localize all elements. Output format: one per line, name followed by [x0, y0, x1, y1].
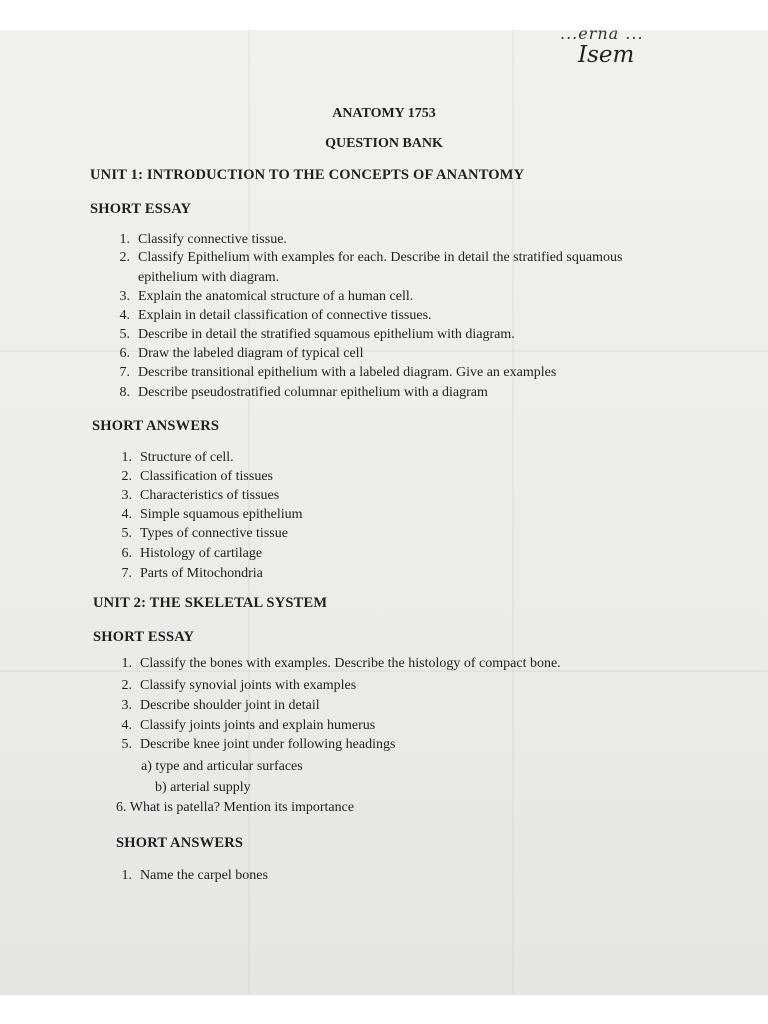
question-text: Name the carpel bones: [140, 868, 268, 883]
question-text: Histology of cartilage: [140, 546, 263, 561]
question-text: epithelium with diagram.: [138, 270, 280, 285]
answer-item: [110, 526, 288, 542]
question-item: [108, 385, 488, 401]
question-item: [108, 232, 287, 248]
unit2-short-essay-heading: SHORT ESSAY: [93, 629, 195, 645]
answer-item: [110, 546, 262, 562]
question-subitem: [155, 780, 251, 796]
question-text: b) arterial supply: [155, 780, 251, 795]
handwritten-semester-note: Isem: [578, 42, 635, 68]
question-subitem: [141, 759, 303, 775]
question-text: Classify the bones with examples. Describe the histology of compact bone.: [140, 656, 561, 671]
answer-item: [110, 566, 263, 582]
question-item: [108, 289, 413, 305]
question-text: What is patella? Mention its importance: [129, 800, 355, 815]
question-text: Characteristics of tissues: [140, 488, 280, 503]
question-text: Structure of cell.: [140, 450, 234, 465]
question-item: [110, 698, 320, 714]
question-text: Classify joints joints and explain humerus: [140, 718, 376, 733]
question-number: 2.: [121, 469, 132, 484]
question-number: 2.: [119, 250, 130, 265]
question-item: [108, 327, 515, 343]
question-text: Classify synovial joints with examples: [140, 678, 357, 693]
question-number: 1.: [121, 450, 132, 465]
question-number: 1.: [121, 656, 132, 671]
unit1-short-essay-heading: SHORT ESSAY: [90, 201, 192, 217]
question-item: [108, 365, 556, 381]
question-number: 6.: [119, 346, 130, 361]
question-number: 6.: [121, 546, 132, 561]
background-bottom: [0, 995, 768, 1024]
question-number: 5.: [121, 737, 132, 752]
answer-item: [110, 469, 273, 485]
question-number: 5.: [121, 526, 132, 541]
question-number: 3.: [121, 488, 132, 503]
question-number: 2.: [121, 678, 132, 693]
unit1-short-answers-heading: SHORT ANSWERS: [92, 418, 220, 434]
question-number: 6.: [116, 800, 127, 815]
question-text: a) type and articular surfaces: [141, 759, 303, 774]
question-text: Describe pseudostratified columnar epithelium with a diagram: [138, 385, 488, 400]
question-number: 8.: [119, 385, 130, 400]
document-subtitle: QUESTION BANK: [325, 136, 443, 151]
unit1-heading: UNIT 1: INTRODUCTION TO THE CONCEPTS OF ANANTOMY: [90, 167, 525, 183]
unit2-short-answers-heading: SHORT ANSWERS: [116, 835, 244, 851]
answer-item: [110, 868, 268, 884]
question-item: [110, 678, 356, 694]
question-item: [110, 656, 561, 672]
question-text: Describe knee joint under following headings: [140, 737, 396, 752]
question-text: Simple squamous epithelium: [140, 507, 303, 522]
question-item: [108, 308, 432, 324]
question-number: 3.: [121, 698, 132, 713]
question-number: 4.: [121, 718, 132, 733]
question-text: Types of connective tissue: [140, 526, 288, 541]
question-number: 1.: [119, 232, 130, 247]
question-item: [110, 718, 375, 734]
handwritten-scribble: ...erna ...: [560, 30, 644, 43]
answer-item: [110, 507, 303, 523]
question-number: 7.: [121, 566, 132, 581]
question-text: Classification of tissues: [140, 469, 273, 484]
question-item: [116, 800, 354, 816]
question-text: Describe shoulder joint in detail: [140, 698, 320, 713]
question-text: Describe transitional epithelium with a labeled diagram. Give an examples: [138, 365, 557, 380]
question-text: Parts of Mitochondria: [140, 566, 263, 581]
question-item: [108, 250, 622, 266]
question-number: 5.: [119, 327, 130, 342]
answer-item: [110, 488, 279, 504]
question-item: [108, 346, 363, 362]
question-text: Explain in detail classification of connective tissues.: [138, 308, 432, 323]
question-item-continuation: [138, 270, 279, 286]
question-number: 4.: [119, 308, 130, 323]
answer-item: [110, 450, 234, 466]
document-page: [0, 30, 768, 995]
question-text: Classify Epithelium with examples for each. Describe in detail the stratified squamous: [138, 250, 623, 265]
unit2-heading: UNIT 2: THE SKELETAL SYSTEM: [93, 595, 328, 611]
question-text: Classify connective tissue.: [138, 232, 287, 247]
question-number: 7.: [119, 365, 130, 380]
question-text: Explain the anatomical structure of a human cell.: [138, 289, 414, 304]
question-text: Draw the labeled diagram of typical cell: [138, 346, 364, 361]
question-item: [110, 737, 395, 753]
background-top: [0, 0, 768, 30]
question-number: 3.: [119, 289, 130, 304]
question-number: 4.: [121, 507, 132, 522]
document-title: ANATOMY 1753: [332, 106, 436, 121]
question-number: 1.: [121, 868, 132, 883]
question-text: Describe in detail the stratified squamous epithelium with diagram.: [138, 327, 515, 342]
